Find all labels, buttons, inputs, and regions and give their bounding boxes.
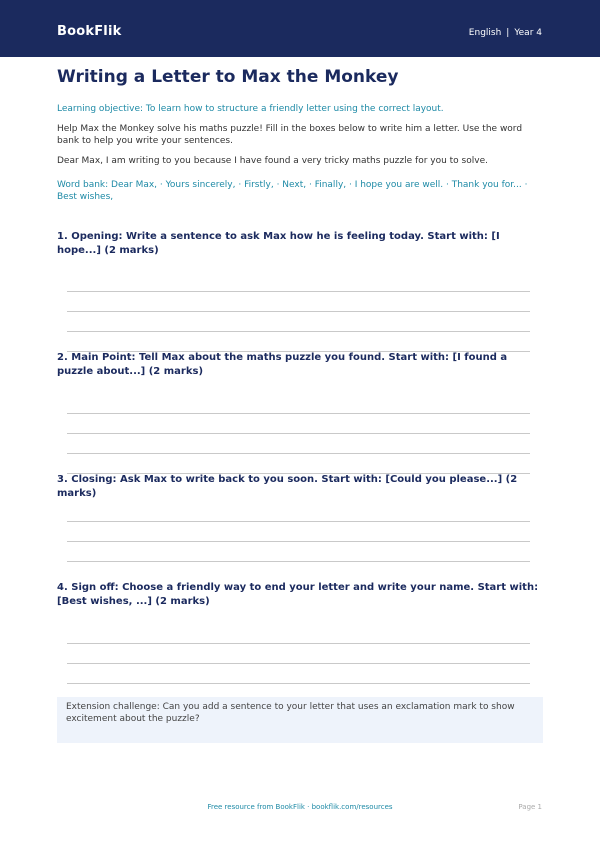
- brand-logo[interactable]: BookFlik: [57, 24, 122, 39]
- answer-line[interactable]: [67, 413, 530, 414]
- page-title: Writing a Letter to Max the Monkey: [57, 67, 399, 87]
- word-bank: Word bank: Dear Max, · Yours sincerely, · Firstly, · Next, · Finally, · I hope you are well. · Thank you for... · Best wishes,: [57, 180, 528, 202]
- example-letter: Dear Max, I am writing to you because I have found a very tricky maths puzzle for you to solve.: [57, 156, 488, 166]
- intro-section: [57, 66, 543, 203]
- page-header: [0, 0, 600, 57]
- question-1: 1. Opening: Write a sentence to ask Max how he is feeling today. Start with: [I hope...] (2 marks): [57, 231, 500, 256]
- subject-meta: [469, 28, 542, 38]
- instructions: Help Max the Monkey solve his maths puzzle! Fill in the boxes below to write him a letter. Use the word bank to help you write your sentences.: [57, 124, 523, 146]
- answer-line[interactable]: [67, 561, 530, 562]
- answer-line[interactable]: [67, 521, 530, 522]
- page-number: Page 1: [518, 803, 542, 811]
- answer-line[interactable]: [67, 453, 530, 454]
- extension-challenge: Extension challenge: Can you add a sentence to your letter that uses an exclamation mark to show excitement about the puzzle?: [66, 702, 515, 724]
- question-2: 2. Main Point: Tell Max about the maths puzzle you found. Start with: [I found a puzzle about...] (2 marks): [57, 352, 508, 377]
- answer-line[interactable]: [67, 291, 530, 292]
- answer-line[interactable]: [67, 643, 530, 644]
- question-3: 3. Closing: Ask Max to write back to you soon. Start with: [Could you please...] (2 marks): [57, 474, 518, 499]
- subject-label: English: [468, 28, 502, 38]
- question-4: 4. Sign off: Choose a friendly way to end your letter and write your name. Start with: [Best wishes, ...] (2 marks): [57, 582, 539, 607]
- answer-line[interactable]: [67, 683, 530, 684]
- year-label: Year 4: [514, 28, 542, 38]
- footer-credit[interactable]: Free resource from BookFlik · bookflik.com/resources: [207, 803, 393, 811]
- answer-line[interactable]: [67, 433, 530, 434]
- answer-line[interactable]: [67, 311, 530, 312]
- extension-box: [57, 697, 543, 743]
- answer-line[interactable]: [67, 541, 530, 542]
- learning-objective: Learning objective: To learn how to structure a friendly letter using the correct layout.: [57, 104, 444, 114]
- answer-line[interactable]: [67, 663, 530, 664]
- meta-separator: |: [506, 28, 510, 38]
- answer-line[interactable]: [67, 331, 530, 332]
